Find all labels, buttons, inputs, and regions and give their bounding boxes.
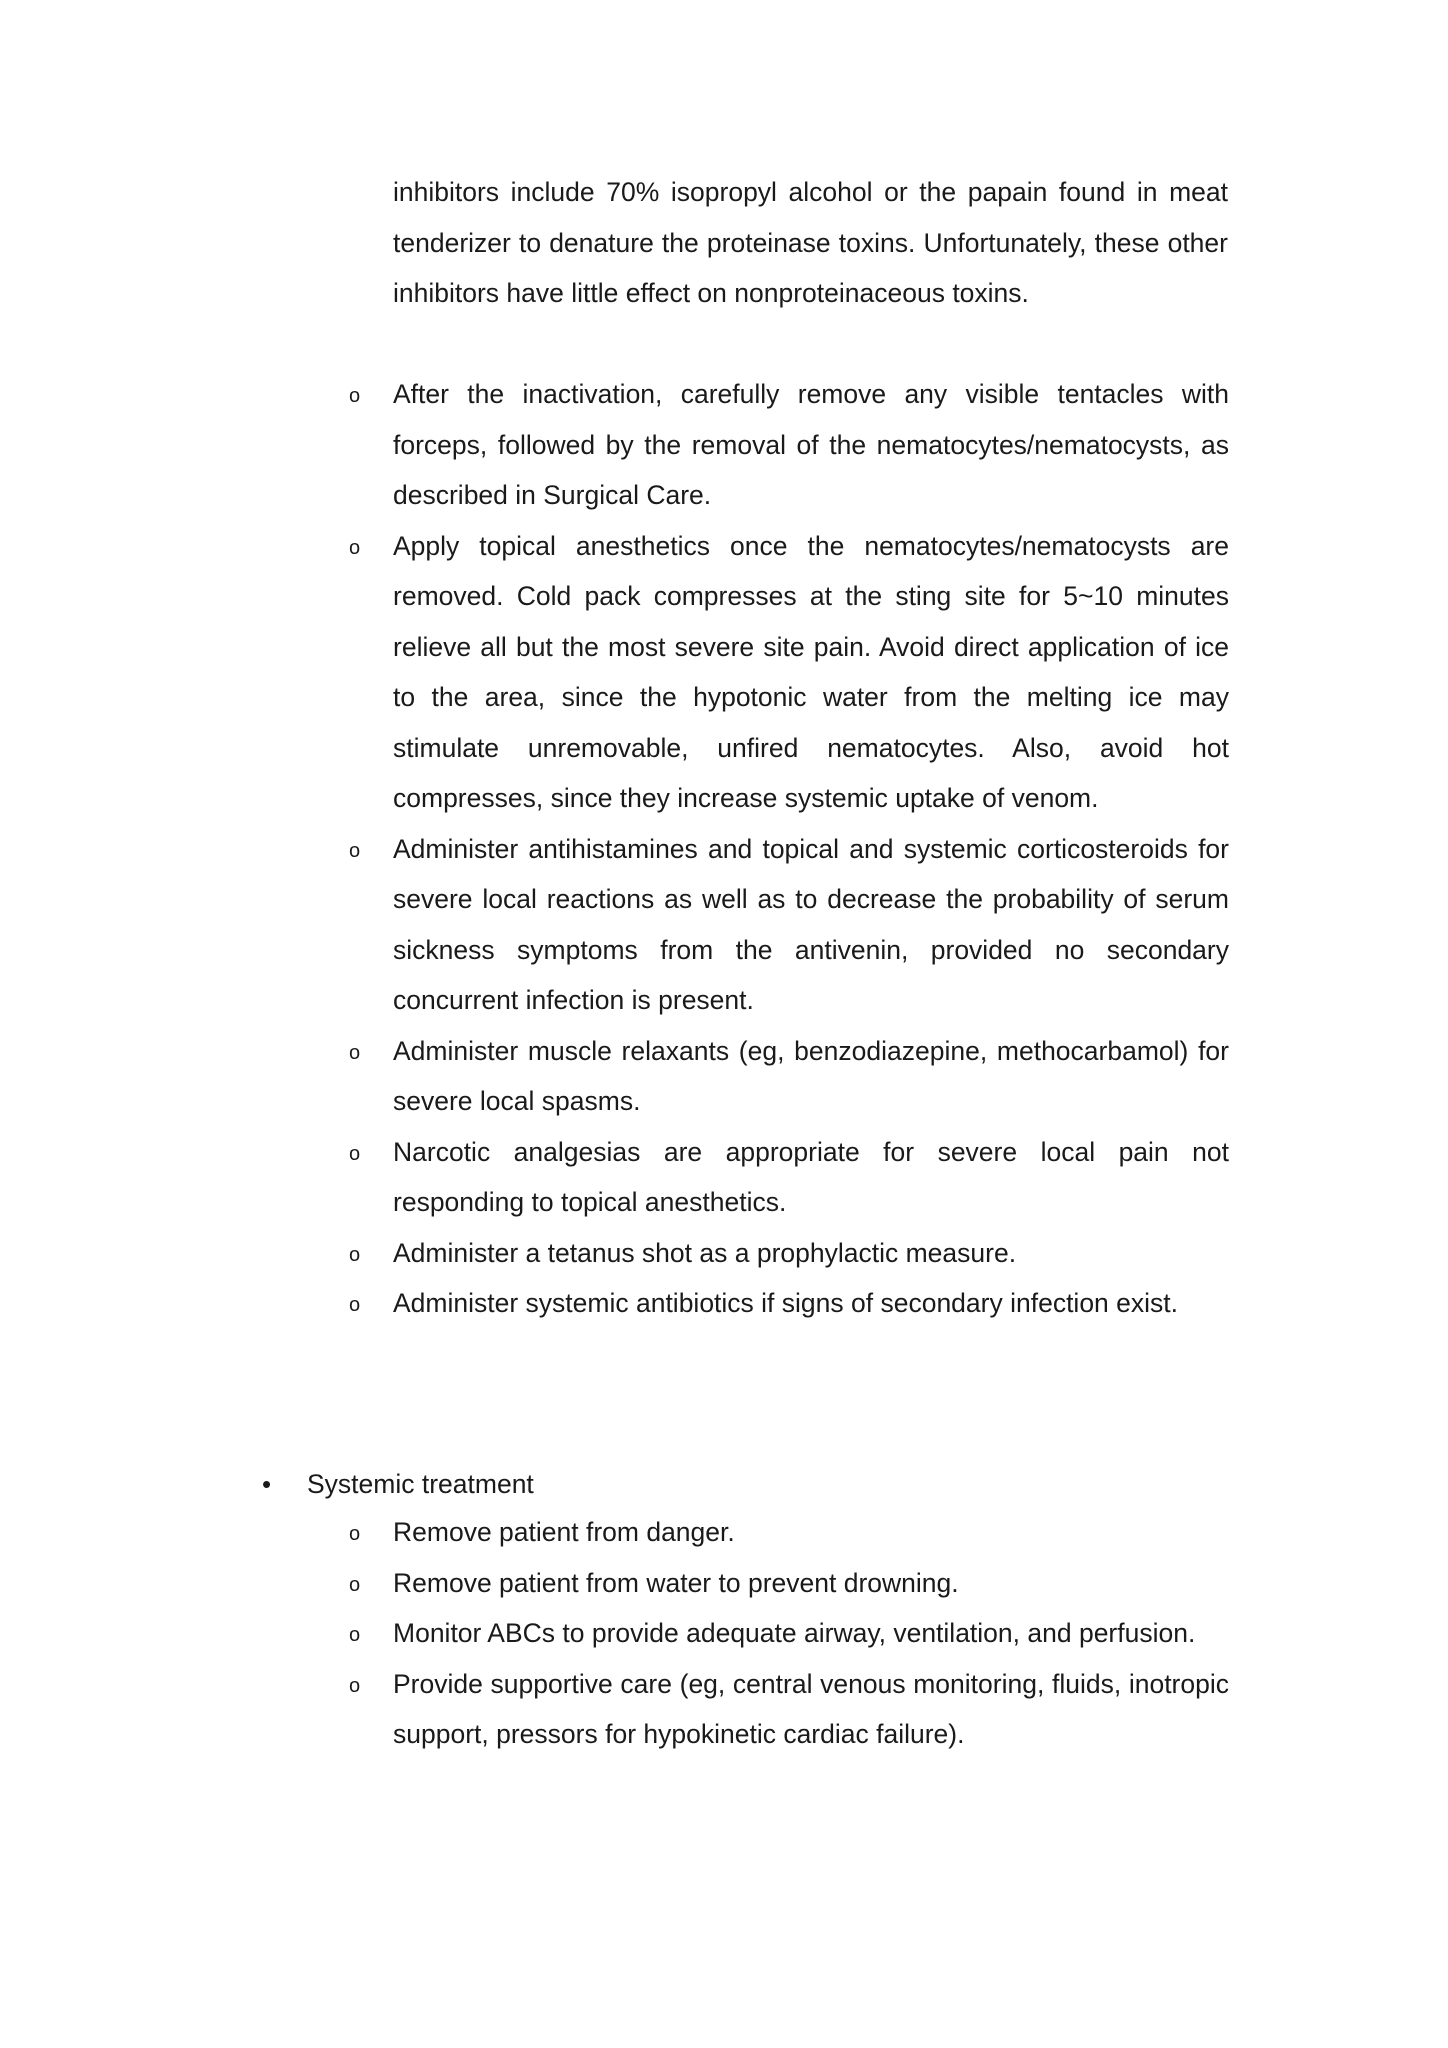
list-item (349, 521, 1229, 824)
hollow-bullet-icon: o (349, 1243, 361, 1266)
list-item (349, 1228, 1229, 1279)
list-item-text: Administer muscle relaxants (eg, benzodiazepine, methocarbamol) for severe local spasms. (393, 1035, 1229, 1116)
hollow-bullet-icon: o (349, 1523, 361, 1545)
bullet-icon: • (262, 1469, 272, 1499)
list-item-text: After the inactivation, carefully remove any visible tentacles with forceps, followed by the removal of the nematocytes/nematocysts, as described in Surgical Care. (393, 379, 1229, 510)
list-item-text: Remove patient from danger. (393, 1517, 735, 1547)
list-item-text: Remove patient from water to prevent drowning. (393, 1567, 959, 1598)
list-item (349, 1278, 1229, 1329)
hollow-bullet-icon: o (349, 385, 361, 407)
list-item (349, 1127, 1229, 1228)
list-item (349, 1026, 1229, 1127)
hollow-bullet-icon: o (349, 1142, 361, 1165)
hollow-bullet-icon: o (349, 536, 361, 559)
list-item-text: Provide supportive care (eg, central venous monitoring, fluids, inotropic support, pressors for hypokinetic cardiac failure). (393, 1668, 1229, 1749)
list-item (349, 1507, 1229, 1558)
list-item (349, 1608, 1229, 1659)
hollow-bullet-icon: o (349, 1674, 361, 1697)
list-item-text: Monitor ABCs to provide adequate airway, ventilation, and perfusion. (393, 1618, 1196, 1648)
hollow-bullet-icon: o (349, 1573, 361, 1596)
hollow-bullet-icon: o (349, 839, 361, 862)
list-item (349, 1558, 1229, 1609)
list-item (349, 1659, 1229, 1760)
list-item-text: Administer a tetanus shot as a prophylactic measure. (393, 1237, 1017, 1268)
list-item-text: Administer antihistamines and topical and systemic corticosteroids for severe local reactions as well as to decrease the probability of serum sickness symptoms from the antivenin, provided no secondary concurrent infection is present. (393, 833, 1229, 1015)
list-item-text: Administer systemic antibiotics if signs of secondary infection exist. (393, 1288, 1179, 1318)
local-treatment-list (349, 369, 1229, 1329)
heading-label: Systemic treatment (307, 1469, 534, 1499)
list-item (349, 824, 1229, 1026)
systemic-treatment-list (349, 1507, 1229, 1760)
hollow-bullet-icon: o (349, 1294, 361, 1316)
list-item (349, 369, 1229, 521)
continuation-paragraph: inhibitors include 70% isopropyl alcohol or the papain found in meat tenderizer to denature the proteinase toxins. Unfortunately, these other inhibitors have little effect on nonproteinaceous toxins. (393, 177, 1228, 308)
hollow-bullet-icon: o (349, 1041, 361, 1064)
list-item-text: Apply topical anesthetics once the nematocytes/nematocysts are removed. Cold pack compresses at the sting site for 5~10 minutes relieve all but the most severe site pain. Avoid direct application of ice to the area, since the hypotonic water from the melting ice may stimulate unremovable, unfired nematocytes. Also, avoid hot compresses, since they increase systemic uptake of venom. (393, 530, 1229, 813)
list-item-text: Narcotic analgesias are appropriate for severe local pain not responding to topical anesthetics. (393, 1136, 1229, 1217)
hollow-bullet-icon: o (349, 1624, 361, 1646)
